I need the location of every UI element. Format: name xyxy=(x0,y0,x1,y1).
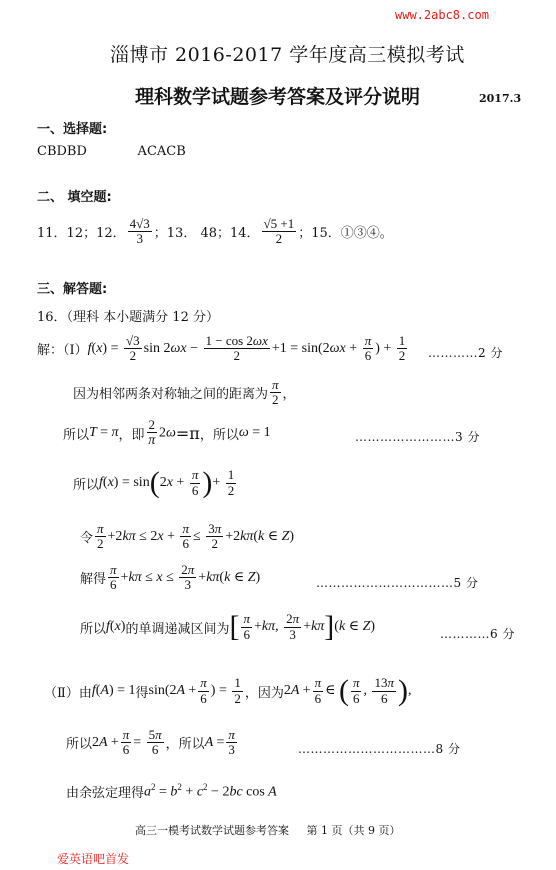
get-text: 得 xyxy=(135,685,149,701)
solution-line-2: 因为相邻两条对称轴之间的距离为 $\frac{\pi}{2}$ ， xyxy=(73,377,296,408)
solution-line-9 xyxy=(66,728,239,758)
so-text: 所以 xyxy=(63,427,90,443)
period-formula: T = π xyxy=(89,425,119,441)
angle-equation: 2A + $\frac{\pi}{6}$ = $\frac{5\pi}{6}$ xyxy=(92,727,162,758)
page-footer: 高三一模考试数学试题参考答案 第 1 页（共 9 页） xyxy=(135,824,401,837)
angle-range: 2A + $\frac{\pi}{6}$ ∈ ( $\frac{\pi}{6}$ , $\frac{13\pi}{6}$ ), xyxy=(283,674,412,707)
answer-12-denominator: 3 xyxy=(136,231,143,247)
because-text: ，因为 xyxy=(244,685,284,701)
so-text-2: ，所以 xyxy=(199,427,239,443)
omega-value: ω = 1 xyxy=(238,425,271,441)
score-mark-8: ……………………………8 分 xyxy=(298,742,461,756)
question-16-header: 16．（理科 本小题满分 12 分） xyxy=(37,310,219,325)
fill-text-13-14: ；13． 48；14． xyxy=(153,226,260,242)
answer-14-numerator: √5 +1 xyxy=(263,216,295,231)
namely-text: ，即 xyxy=(118,427,145,443)
score-mark-2: …………2 分 xyxy=(428,346,503,360)
solution-line-3: 所以 T = π ，即 2 π2ω = π ，所以 ω = 1 xyxy=(63,417,271,449)
solution-line-4 xyxy=(73,468,238,498)
so-text-3: 所以 xyxy=(73,477,100,493)
part-1-label: 解：（Ⅰ） xyxy=(37,343,88,359)
watermark-url: www.2abc8.com xyxy=(395,8,489,22)
answer-14-fraction xyxy=(262,217,297,247)
cosine-law-text: 由余弦定理得 xyxy=(66,786,145,801)
solve-text: 解得 xyxy=(80,572,107,588)
watermark-bottom: 爱英语吧首发 xyxy=(57,852,130,866)
let-text: 令 xyxy=(80,531,94,547)
section-choice-heading: 一、选择题: xyxy=(37,122,108,137)
decreasing-inequality: $\frac{\pi}{2}$ +2kπ ≤ 2x + $\frac{\pi}{6}$ ≤ $\frac{3\pi}{2}$ +2kπ(k ∈ Z) xyxy=(97,521,295,552)
so-text-6: ，所以 xyxy=(165,737,205,753)
fill-text-11-12: 11．12；12． xyxy=(37,226,126,242)
document-title: 淄博市 2016-2017 学年度高三模拟考试 xyxy=(110,44,465,66)
section-solve-heading: 三、解答题: xyxy=(37,282,108,297)
decreasing-interval: [ $\frac{\pi}{6}$ +kπ, $\frac{2\pi}{3}$ +kπ](k ∈ Z) xyxy=(229,610,376,643)
solution-line-8 xyxy=(44,676,412,706)
document-date: 2017.3 xyxy=(479,92,522,105)
solution-line-6 xyxy=(80,563,260,593)
sin-equation: sin(2A + $\frac{\pi}{6}$ ) = $\frac{1}{2}$ xyxy=(148,675,241,706)
score-mark-6: …………6 分 xyxy=(440,627,515,641)
solution-line-5 xyxy=(80,522,294,552)
fx-symbol: f(x) xyxy=(106,619,126,634)
half-pi-fraction: $\frac{\pi}{2}$ xyxy=(272,377,279,408)
solution-line-7 xyxy=(80,612,375,642)
formula-f-expansion: f(x) = $\frac{√3}{2}$ sin 2ωx − $\frac{1 - \cos 2\omega x}{2}$ +1 = sin(2ωx + $\frac{\pi}{6}$ ) + $\frac{1}{2}$ xyxy=(87,333,406,364)
f-simplified: f(x) = sin(2x + $\frac{\pi}{6}$ )+ $\frac{1}{2}$ xyxy=(99,466,235,499)
period-equation: 2 π2ω xyxy=(148,417,176,449)
cosine-law-formula: $a^2 = b^2 + c^2 - 2bc$ cos A xyxy=(144,782,277,800)
A-value: A = $\frac{\pi}{3}$ xyxy=(204,727,235,758)
solution-line-1 xyxy=(37,334,409,364)
answer-12-fraction xyxy=(128,217,152,247)
x-interval-inequality: $\frac{\pi}{6}$ +kπ ≤ x ≤ $\frac{2\pi}{3}$ +kπ(k ∈ Z) xyxy=(110,562,261,593)
so-text-4: 所以 xyxy=(80,621,107,637)
document-subtitle: 理科数学试题参考答案及评分说明 xyxy=(135,86,421,108)
choice-answers: CBDBD ACACB xyxy=(37,144,186,159)
decreasing-interval-text: 的单调递减区间为 xyxy=(125,621,230,637)
part-2-label: （Ⅱ）由 xyxy=(44,685,92,701)
fA-value: f(A) = 1 xyxy=(91,683,136,698)
section-fill-heading: 二、 填空题: xyxy=(37,190,112,205)
score-mark-5: ……………………………5 分 xyxy=(316,576,479,590)
fill-answers-line xyxy=(37,217,393,247)
symmetry-text: 因为相邻两条对称轴之间的距离为 xyxy=(73,387,269,403)
so-text-5: 所以 xyxy=(66,737,93,753)
fill-text-15: ；15．①③④。 xyxy=(298,226,393,242)
score-mark-3: ……………………3 分 xyxy=(355,430,480,444)
solution-line-10 xyxy=(66,782,277,801)
answer-14-denominator: 2 xyxy=(275,231,283,247)
answer-12-numerator: 4√3 xyxy=(129,216,150,231)
